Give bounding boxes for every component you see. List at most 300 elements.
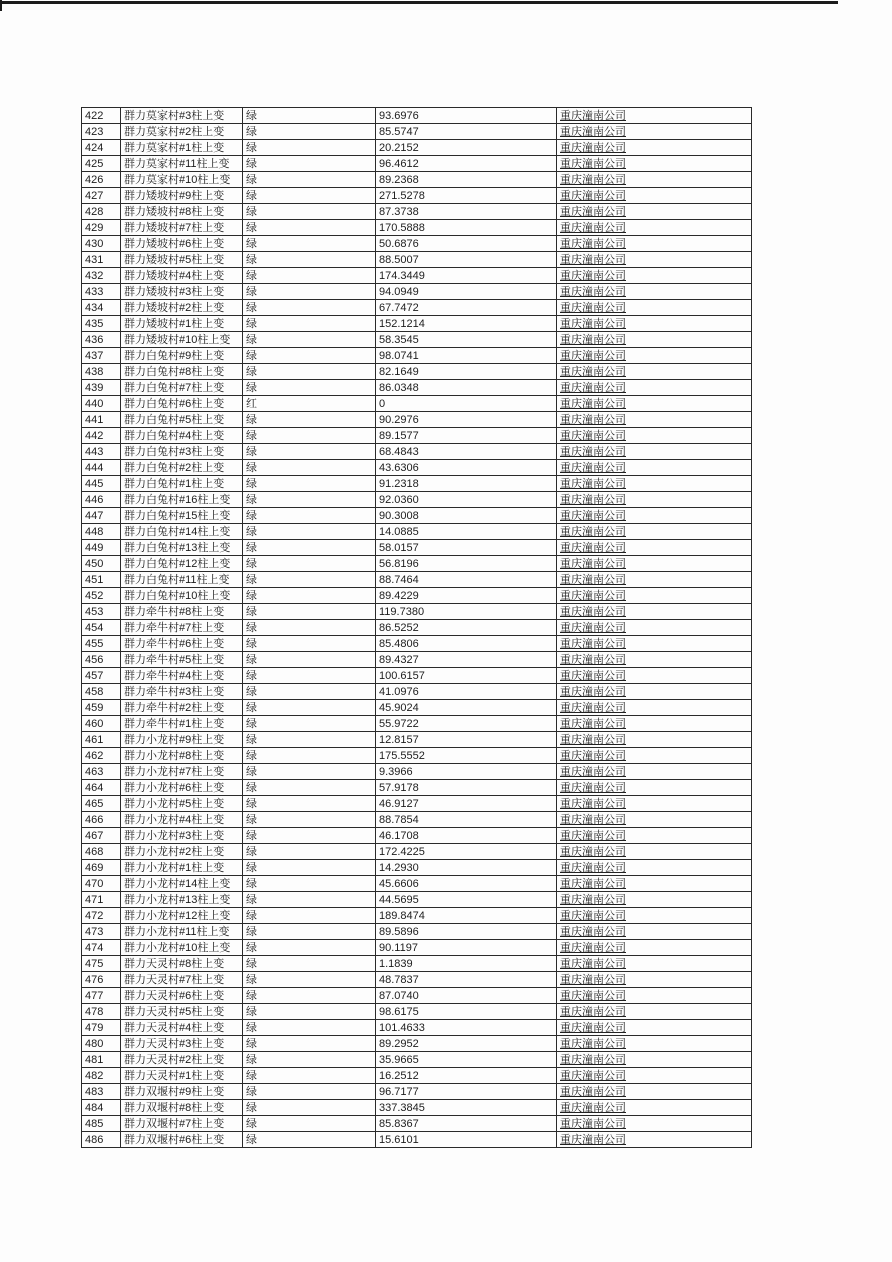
table-row [82,396,752,412]
status-cell: 绿 [243,108,376,124]
company-link[interactable]: 重庆潼南公司 [560,205,626,218]
table-row [82,828,752,844]
company-cell [557,700,752,716]
company-link[interactable]: 重庆潼南公司 [560,733,626,746]
company-cell [557,908,752,924]
table-row [82,764,752,780]
value-cell: 9.3966 [376,764,557,780]
status-cell: 绿 [243,684,376,700]
row-index-cell: 478 [82,1004,121,1020]
company-cell [557,1132,752,1148]
table-row [82,332,752,348]
table-row [82,812,752,828]
row-index-cell: 481 [82,1052,121,1068]
status-cell: 绿 [243,1036,376,1052]
company-link[interactable]: 重庆潼南公司 [560,877,626,890]
company-link[interactable]: 重庆潼南公司 [560,541,626,554]
value-cell: 86.5252 [376,620,557,636]
company-link[interactable]: 重庆潼南公司 [560,381,626,394]
value-cell: 90.1197 [376,940,557,956]
device-name-cell: 群力天灵村#2柱上变 [121,1052,243,1068]
value-cell: 16.2512 [376,1068,557,1084]
value-cell: 1.1839 [376,956,557,972]
table-row [82,380,752,396]
device-name-cell: 群力牵牛村#5柱上变 [121,652,243,668]
table-row [82,1100,752,1116]
company-cell [557,1004,752,1020]
row-index-cell: 431 [82,252,121,268]
value-cell: 119.7380 [376,604,557,620]
row-index-cell: 466 [82,812,121,828]
value-cell: 96.4612 [376,156,557,172]
company-link[interactable]: 重庆潼南公司 [560,669,626,682]
company-link[interactable]: 重庆潼南公司 [560,749,626,762]
company-link[interactable]: 重庆潼南公司 [560,317,626,330]
value-cell: 175.5552 [376,748,557,764]
status-cell: 绿 [243,988,376,1004]
table-row [82,604,752,620]
company-link[interactable]: 重庆潼南公司 [560,621,626,634]
status-cell: 绿 [243,524,376,540]
table-row [82,1084,752,1100]
status-cell: 绿 [243,844,376,860]
status-cell: 绿 [243,748,376,764]
row-index-cell: 476 [82,972,121,988]
company-cell [557,332,752,348]
status-cell: 绿 [243,508,376,524]
company-link[interactable]: 重庆潼南公司 [560,365,626,378]
company-link[interactable]: 重庆潼南公司 [560,237,626,250]
table-row [82,460,752,476]
company-link[interactable]: 重庆潼南公司 [560,525,626,538]
row-index-cell: 454 [82,620,121,636]
device-name-cell: 群力白兔村#9柱上变 [121,348,243,364]
row-index-cell: 463 [82,764,121,780]
table-row [82,444,752,460]
company-cell [557,476,752,492]
company-link[interactable]: 重庆潼南公司 [560,925,626,938]
status-cell: 绿 [243,620,376,636]
status-cell: 绿 [243,1132,376,1148]
value-cell: 88.5007 [376,252,557,268]
table-row [82,156,752,172]
table-row [82,860,752,876]
company-cell [557,492,752,508]
company-link[interactable]: 重庆潼南公司 [560,477,626,490]
row-index-cell: 445 [82,476,121,492]
company-link[interactable]: 重庆潼南公司 [560,269,626,282]
status-cell: 绿 [243,732,376,748]
company-cell [557,572,752,588]
company-cell [557,764,752,780]
device-name-cell: 群力双堰村#7柱上变 [121,1116,243,1132]
company-link[interactable]: 重庆潼南公司 [560,221,626,234]
row-index-cell: 462 [82,748,121,764]
value-cell: 172.4225 [376,844,557,860]
device-name-cell: 群力矮坡村#4柱上变 [121,268,243,284]
row-index-cell: 479 [82,1020,121,1036]
device-name-cell: 群力双堰村#9柱上变 [121,1084,243,1100]
row-index-cell: 460 [82,716,121,732]
company-link[interactable]: 重庆潼南公司 [560,589,626,602]
row-index-cell: 449 [82,540,121,556]
value-cell: 44.5695 [376,892,557,908]
status-cell: 绿 [243,348,376,364]
row-index-cell: 474 [82,940,121,956]
device-name-cell: 群力矮坡村#2柱上变 [121,300,243,316]
table-row [82,540,752,556]
row-index-cell: 424 [82,140,121,156]
value-cell: 88.7854 [376,812,557,828]
device-name-cell: 群力小龙村#4柱上变 [121,812,243,828]
company-link[interactable]: 重庆潼南公司 [560,1053,626,1066]
row-index-cell: 459 [82,700,121,716]
company-link[interactable]: 重庆潼南公司 [560,125,626,138]
company-cell [557,284,752,300]
company-link[interactable]: 重庆潼南公司 [560,605,626,618]
device-name-cell: 群力小龙村#2柱上变 [121,844,243,860]
row-index-cell: 441 [82,412,121,428]
company-cell [557,716,752,732]
value-cell: 88.7464 [376,572,557,588]
value-cell: 43.6306 [376,460,557,476]
row-index-cell: 442 [82,428,121,444]
value-cell: 41.0976 [376,684,557,700]
device-name-cell: 群力小龙村#9柱上变 [121,732,243,748]
device-name-cell: 群力牵牛村#7柱上变 [121,620,243,636]
row-index-cell: 443 [82,444,121,460]
row-index-cell: 436 [82,332,121,348]
row-index-cell: 435 [82,316,121,332]
status-cell: 绿 [243,188,376,204]
company-link[interactable]: 重庆潼南公司 [560,173,626,186]
company-cell [557,780,752,796]
status-cell: 绿 [243,556,376,572]
company-link[interactable]: 重庆潼南公司 [560,189,626,202]
company-link[interactable]: 重庆潼南公司 [560,765,626,778]
company-link[interactable]: 重庆潼南公司 [560,1117,626,1130]
company-cell [557,956,752,972]
company-link[interactable]: 重庆潼南公司 [560,941,626,954]
row-index-cell: 468 [82,844,121,860]
company-cell [557,124,752,140]
row-index-cell: 423 [82,124,121,140]
company-link[interactable]: 重庆潼南公司 [560,1021,626,1034]
table-row [82,508,752,524]
device-name-cell: 群力小龙村#5柱上变 [121,796,243,812]
table-row [82,956,752,972]
company-link[interactable]: 重庆潼南公司 [560,397,626,410]
company-cell [557,620,752,636]
company-link[interactable]: 重庆潼南公司 [560,557,626,570]
company-link[interactable]: 重庆潼南公司 [560,845,626,858]
value-cell: 100.6157 [376,668,557,684]
value-cell: 35.9665 [376,1052,557,1068]
table-row [82,716,752,732]
status-cell: 绿 [243,956,376,972]
table-row [82,348,752,364]
table-row [82,972,752,988]
table-row [82,588,752,604]
status-cell: 绿 [243,972,376,988]
row-index-cell: 447 [82,508,121,524]
device-name-cell: 群力牵牛村#2柱上变 [121,700,243,716]
company-link[interactable]: 重庆潼南公司 [560,429,626,442]
row-index-cell: 451 [82,572,121,588]
table-row [82,988,752,1004]
device-name-cell: 群力白兔村#12柱上变 [121,556,243,572]
device-name-cell: 群力矮坡村#10柱上变 [121,332,243,348]
company-link[interactable]: 重庆潼南公司 [560,973,626,986]
device-name-cell: 群力莫家村#1柱上变 [121,140,243,156]
status-cell: 绿 [243,1100,376,1116]
table-row [82,1068,752,1084]
status-cell: 绿 [243,540,376,556]
table-row [82,364,752,380]
company-link[interactable]: 重庆潼南公司 [560,909,626,922]
row-index-cell: 450 [82,556,121,572]
value-cell: 89.5896 [376,924,557,940]
device-name-cell: 群力白兔村#14柱上变 [121,524,243,540]
company-link[interactable]: 重庆潼南公司 [560,253,626,266]
company-link[interactable]: 重庆潼南公司 [560,637,626,650]
table-row [82,188,752,204]
company-link[interactable]: 重庆潼南公司 [560,781,626,794]
company-link[interactable]: 重庆潼南公司 [560,989,626,1002]
device-name-cell: 群力白兔村#3柱上变 [121,444,243,460]
row-index-cell: 434 [82,300,121,316]
device-name-cell: 群力天灵村#7柱上变 [121,972,243,988]
table-row [82,668,752,684]
company-cell [557,1068,752,1084]
value-cell: 0 [376,396,557,412]
row-index-cell: 477 [82,988,121,1004]
company-cell [557,1036,752,1052]
device-name-cell: 群力矮坡村#1柱上变 [121,316,243,332]
table-row [82,748,752,764]
company-cell [557,508,752,524]
company-link[interactable]: 重庆潼南公司 [560,461,626,474]
value-cell: 89.4229 [376,588,557,604]
status-cell: 绿 [243,300,376,316]
row-index-cell: 444 [82,460,121,476]
company-link[interactable]: 重庆潼南公司 [560,109,626,122]
company-cell [557,140,752,156]
row-index-cell: 429 [82,220,121,236]
device-name-cell: 群力白兔村#2柱上变 [121,460,243,476]
company-link[interactable]: 重庆潼南公司 [560,1133,626,1146]
device-name-cell: 群力白兔村#10柱上变 [121,588,243,604]
status-cell: 绿 [243,332,376,348]
status-cell: 绿 [243,204,376,220]
company-cell [557,172,752,188]
row-index-cell: 482 [82,1068,121,1084]
status-cell: 红 [243,396,376,412]
company-cell [557,636,752,652]
company-link[interactable]: 重庆潼南公司 [560,413,626,426]
value-cell: 55.9722 [376,716,557,732]
company-link[interactable]: 重庆潼南公司 [560,829,626,842]
company-link[interactable]: 重庆潼南公司 [560,349,626,362]
company-link[interactable]: 重庆潼南公司 [560,141,626,154]
company-cell [557,924,752,940]
company-link[interactable]: 重庆潼南公司 [560,957,626,970]
top-rule [0,1,838,4]
table-row [82,284,752,300]
status-cell: 绿 [243,716,376,732]
device-name-cell: 群力莫家村#11柱上变 [121,156,243,172]
company-link[interactable]: 重庆潼南公司 [560,1037,626,1050]
status-cell: 绿 [243,460,376,476]
row-index-cell: 486 [82,1132,121,1148]
status-cell: 绿 [243,428,376,444]
row-index-cell: 432 [82,268,121,284]
table-row [82,556,752,572]
company-cell [557,652,752,668]
status-cell: 绿 [243,412,376,428]
row-index-cell: 483 [82,1084,121,1100]
device-name-cell: 群力白兔村#7柱上变 [121,380,243,396]
row-index-cell: 473 [82,924,121,940]
company-link[interactable]: 重庆潼南公司 [560,653,626,666]
company-link[interactable]: 重庆潼南公司 [560,685,626,698]
company-link[interactable]: 重庆潼南公司 [560,509,626,522]
value-cell: 90.2976 [376,412,557,428]
value-cell: 271.5278 [376,188,557,204]
table-row [82,220,752,236]
company-cell [557,604,752,620]
company-cell [557,828,752,844]
device-name-cell: 群力小龙村#10柱上变 [121,940,243,956]
company-cell [557,892,752,908]
row-index-cell: 457 [82,668,121,684]
value-cell: 85.8367 [376,1116,557,1132]
table-row [82,108,752,124]
device-name-cell: 群力白兔村#1柱上变 [121,476,243,492]
transformer-status-table [81,107,752,1148]
device-name-cell: 群力双堰村#6柱上变 [121,1132,243,1148]
company-link[interactable]: 重庆潼南公司 [560,861,626,874]
value-cell: 91.2318 [376,476,557,492]
device-name-cell: 群力矮坡村#3柱上变 [121,284,243,300]
table-row [82,1116,752,1132]
value-cell: 94.0949 [376,284,557,300]
company-cell [557,460,752,476]
device-name-cell: 群力小龙村#12柱上变 [121,908,243,924]
value-cell: 89.4327 [376,652,557,668]
status-cell: 绿 [243,140,376,156]
company-cell [557,300,752,316]
company-cell [557,348,752,364]
table-row [82,428,752,444]
device-name-cell: 群力小龙村#13柱上变 [121,892,243,908]
status-cell: 绿 [243,172,376,188]
row-index-cell: 461 [82,732,121,748]
company-cell [557,588,752,604]
device-name-cell: 群力白兔村#4柱上变 [121,428,243,444]
table-row [82,316,752,332]
status-cell: 绿 [243,700,376,716]
company-cell [557,444,752,460]
company-link[interactable]: 重庆潼南公司 [560,1005,626,1018]
company-link[interactable]: 重庆潼南公司 [560,1085,626,1098]
company-link[interactable]: 重庆潼南公司 [560,285,626,298]
row-index-cell: 433 [82,284,121,300]
table-row [82,908,752,924]
company-cell [557,252,752,268]
value-cell: 85.5747 [376,124,557,140]
value-cell: 96.7177 [376,1084,557,1100]
device-name-cell: 群力天灵村#8柱上变 [121,956,243,972]
table-row [82,924,752,940]
company-link[interactable]: 重庆潼南公司 [560,333,626,346]
company-link[interactable]: 重庆潼南公司 [560,493,626,506]
table-row [82,268,752,284]
company-cell [557,860,752,876]
status-cell: 绿 [243,652,376,668]
device-name-cell: 群力矮坡村#5柱上变 [121,252,243,268]
company-cell [557,108,752,124]
table-row [82,652,752,668]
device-name-cell: 群力天灵村#5柱上变 [121,1004,243,1020]
row-index-cell: 458 [82,684,121,700]
company-link[interactable]: 重庆潼南公司 [560,1069,626,1082]
company-link[interactable]: 重庆潼南公司 [560,717,626,730]
device-name-cell: 群力牵牛村#4柱上变 [121,668,243,684]
company-cell [557,364,752,380]
company-link[interactable]: 重庆潼南公司 [560,157,626,170]
value-cell: 45.6606 [376,876,557,892]
value-cell: 87.0740 [376,988,557,1004]
status-cell: 绿 [243,284,376,300]
device-name-cell: 群力牵牛村#1柱上变 [121,716,243,732]
row-index-cell: 475 [82,956,121,972]
device-name-cell: 群力牵牛村#6柱上变 [121,636,243,652]
device-name-cell: 群力小龙村#1柱上变 [121,860,243,876]
value-cell: 45.9024 [376,700,557,716]
value-cell: 46.9127 [376,796,557,812]
company-link[interactable]: 重庆潼南公司 [560,701,626,714]
device-name-cell: 群力白兔村#5柱上变 [121,412,243,428]
company-link[interactable]: 重庆潼南公司 [560,1101,626,1114]
table-row [82,252,752,268]
device-name-cell: 群力天灵村#4柱上变 [121,1020,243,1036]
status-cell: 绿 [243,1068,376,1084]
status-cell: 绿 [243,444,376,460]
device-name-cell: 群力小龙村#3柱上变 [121,828,243,844]
company-cell [557,1100,752,1116]
company-cell [557,988,752,1004]
row-index-cell: 426 [82,172,121,188]
device-name-cell: 群力白兔村#8柱上变 [121,364,243,380]
status-cell: 绿 [243,1020,376,1036]
row-index-cell: 448 [82,524,121,540]
company-link[interactable]: 重庆潼南公司 [560,445,626,458]
company-link[interactable]: 重庆潼南公司 [560,797,626,810]
status-cell: 绿 [243,380,376,396]
company-link[interactable]: 重庆潼南公司 [560,893,626,906]
table-row [82,796,752,812]
company-link[interactable]: 重庆潼南公司 [560,813,626,826]
value-cell: 68.4843 [376,444,557,460]
value-cell: 12.8157 [376,732,557,748]
row-index-cell: 453 [82,604,121,620]
status-cell: 绿 [243,764,376,780]
company-link[interactable]: 重庆潼南公司 [560,573,626,586]
table-row [82,492,752,508]
value-cell: 58.3545 [376,332,557,348]
company-link[interactable]: 重庆潼南公司 [560,301,626,314]
